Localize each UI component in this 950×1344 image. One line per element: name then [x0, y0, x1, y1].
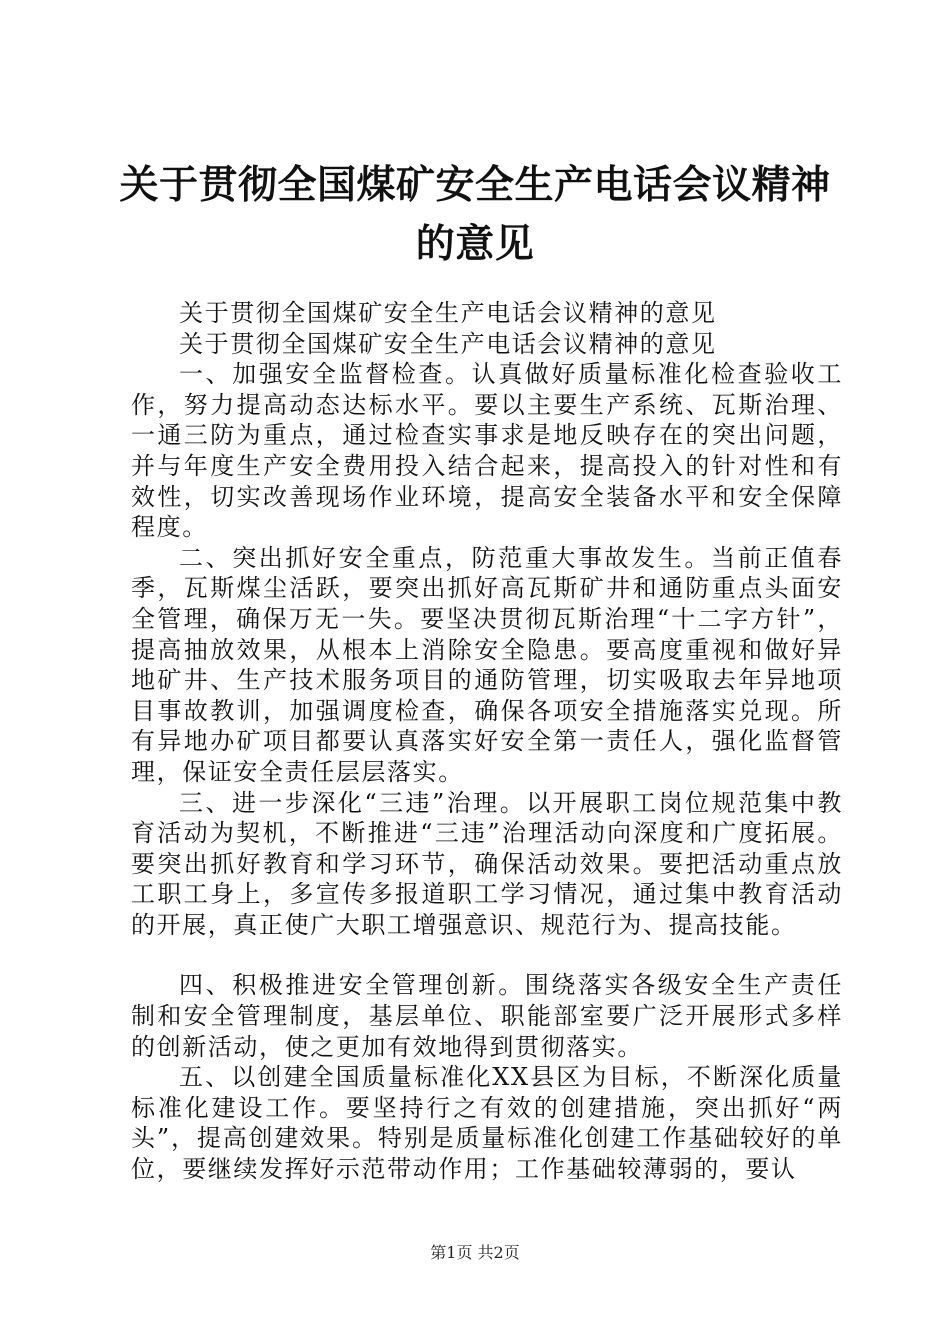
body-paragraph-section-1: 一、加强安全监督检查。认真做好质量标准化检查验收工作，努力提高动态达标水平。要以主要生产系统、瓦斯治理、一通三防为重点，通过检查实事求是地反映存在的突出问题，并与年度生产安全费用投入结合起来，提高投入的针对性和有效性，切实改善现场作业环境，提高安全装备水平和安全保障程度。 [131, 360, 843, 542]
body-paragraph-section-3: 三、进一步深化“三违”治理。以开展职工岗位规范集中教育活动为契机，不断推进“三违”治理活动向深度和广度拓展。要突出抓好教育和学习环节，确保活动效果。要把活动重点放工职工身上，多宣传多报道职工学习情况，通过集中教育活动的开展，真正使广大职工增强意识、规范行为、提高技能。 [131, 788, 843, 939]
body-paragraph-section-5: 五、以创建全国质量标准化XX县区为目标，不断深化质量标准化建设工作。要坚持行之有效的创建措施，突出抓好“两头”，提高创建效果。特别是质量标准化创建工作基础较好的单位，要继续发挥好示范带动作用；工作基础较薄弱的，要认 [131, 1063, 843, 1184]
body-paragraph-section-4: 四、积极推进安全管理创新。围绕落实各级安全生产责任制和安全管理制度，基层单位、职能部室要广泛开展形式多样的创新活动，使之更加有效地得到贯彻落实。 [131, 971, 843, 1061]
body-paragraph-heading-2: 关于贯彻全国煤矿安全生产电话会议精神的意见 [179, 329, 717, 358]
paragraph-gap [131, 940, 843, 970]
document-title: 关于贯彻全国煤矿安全生产电话会议精神的意见 [119, 163, 831, 267]
page-number-footer: 第1页 共2页 [430, 1243, 520, 1262]
body-paragraph-section-2: 二、突出抓好安全重点，防范重大事故发生。当前正值春季，瓦斯煤尘活跃，要突出抓好高瓦斯矿井和通防重点头面安全管理，确保万无一失。要坚决贯彻瓦斯治理“十二字方针”，提高抽放效果，从根本上消除安全隐患。要高度重视和做好异地矿井、生产技术服务项目的通防管理，切实吸取去年异地项目事故教训，加强调度检查，确保各项安全措施落实兑现。所有异地办矿项目都要认真落实好安全第一责任人，强化监督管理，保证安全责任层层落实。 [131, 543, 843, 786]
document-body [131, 298, 843, 1185]
body-paragraph-heading-1: 关于贯彻全国煤矿安全生产电话会议精神的意见 [179, 299, 717, 327]
